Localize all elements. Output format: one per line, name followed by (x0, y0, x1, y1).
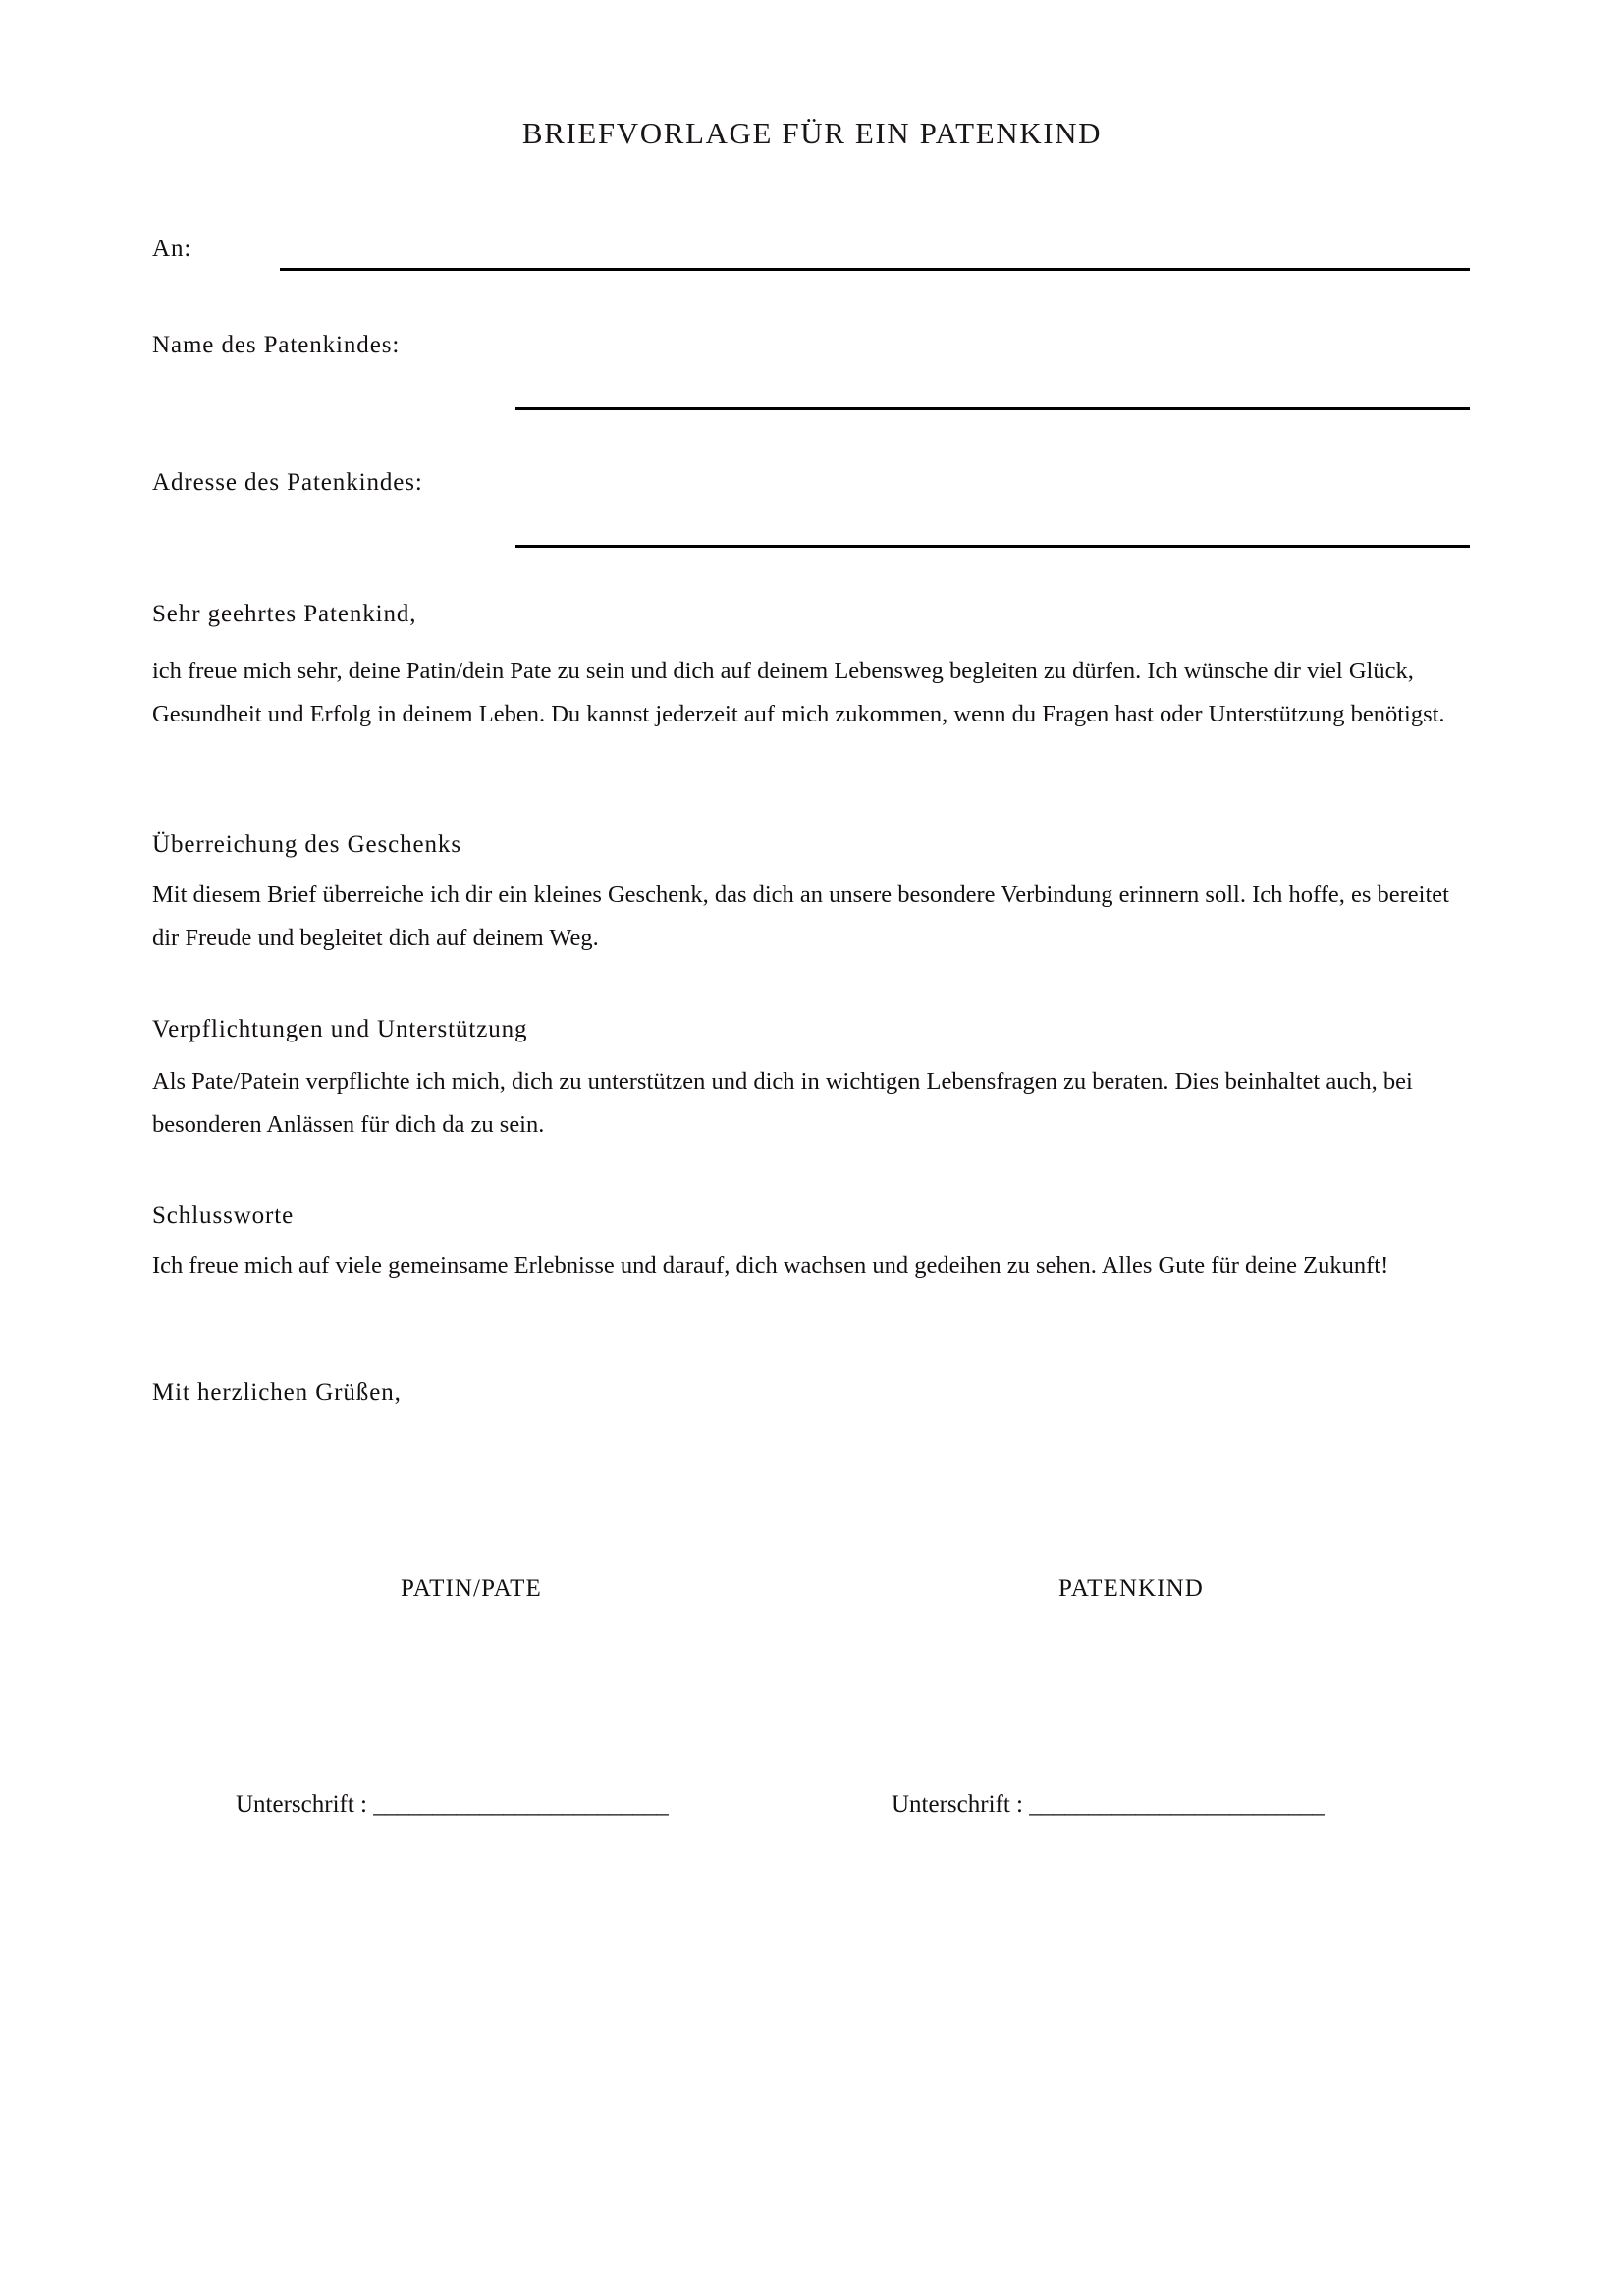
field-row-name-des-patenkindes (152, 332, 1527, 371)
field-row-an (152, 236, 1527, 275)
signature-line-patenkind[interactable]: _________________________ (1029, 1791, 1325, 1818)
letter-salutation: Sehr geehrtes Patenkind, (152, 601, 417, 627)
field-line-name-des-patenkindes[interactable] (515, 407, 1470, 410)
signature-row-patenkind (892, 1791, 1324, 1819)
letter-closing: Mit herzlichen Grüßen, (152, 1379, 402, 1406)
field-row-adresse-des-patenkindes (152, 469, 1527, 508)
page-title: BRIEFVORLAGE FÜR EIN PATENKIND (521, 116, 1103, 150)
section-paragraph-ueberreichung-des-geschenks: Mit diesem Brief überreiche ich dir ein kleines Geschenk, das dich an unsere besondere Verbindung erinnern soll. Ich hoffe, es bereitet dir Freude und begleitet dich auf deinem Weg. (152, 881, 1449, 951)
section-paragraph-schlussworte: Ich freue mich auf viele gemeinsame Erlebnisse und darauf, dich wachsen und gedeihen zu sehen. Alles Gute für deine Zukunft! (152, 1253, 1389, 1279)
signature-role-label-patin-pate: PATIN/PATE (401, 1575, 542, 1602)
signature-row-patin-pate (236, 1791, 668, 1819)
field-line-adresse-des-patenkindes[interactable] (515, 545, 1470, 548)
signature-line-patin-pate[interactable]: _________________________ (373, 1791, 669, 1818)
field-label-an: An: (152, 236, 192, 262)
field-line-an[interactable] (280, 268, 1470, 271)
section-heading-schlussworte: Schlussworte (152, 1202, 295, 1229)
signature-label-patin-pate: Unterschrift : (236, 1791, 374, 1818)
field-label-adresse-des-patenkindes: Adresse des Patenkindes: (152, 469, 423, 496)
section-heading-ueberreichung-des-geschenks: Überreichung des Geschenks (152, 831, 461, 858)
letter-intro-paragraph: ich freue mich sehr, deine Patin/dein Pate zu sein und dich auf deinem Lebensweg begleiten zu dürfen. Ich wünsche dir viel Glück, Gesundheit und Erfolg in deinem Leben. Du kannst jederzeit auf mich zukommen, wenn du Fragen hast oder Unterstützung benötigst. (152, 658, 1445, 727)
field-label-name-des-patenkindes: Name des Patenkindes: (152, 332, 401, 358)
signature-label-patenkind: Unterschrift : (892, 1791, 1030, 1818)
signature-role-label-patenkind: PATENKIND (1058, 1575, 1204, 1602)
section-paragraph-verpflichtungen-und-unterstuetzung: Als Pate/Patein verpflichte ich mich, dich zu unterstützen und dich in wichtigen Lebensfragen zu beraten. Dies beinhaltet auch, bei besonderen Anlässen für dich da zu sein. (152, 1068, 1413, 1138)
section-heading-verpflichtungen-und-unterstuetzung: Verpflichtungen und Unterstützung (152, 1016, 528, 1042)
